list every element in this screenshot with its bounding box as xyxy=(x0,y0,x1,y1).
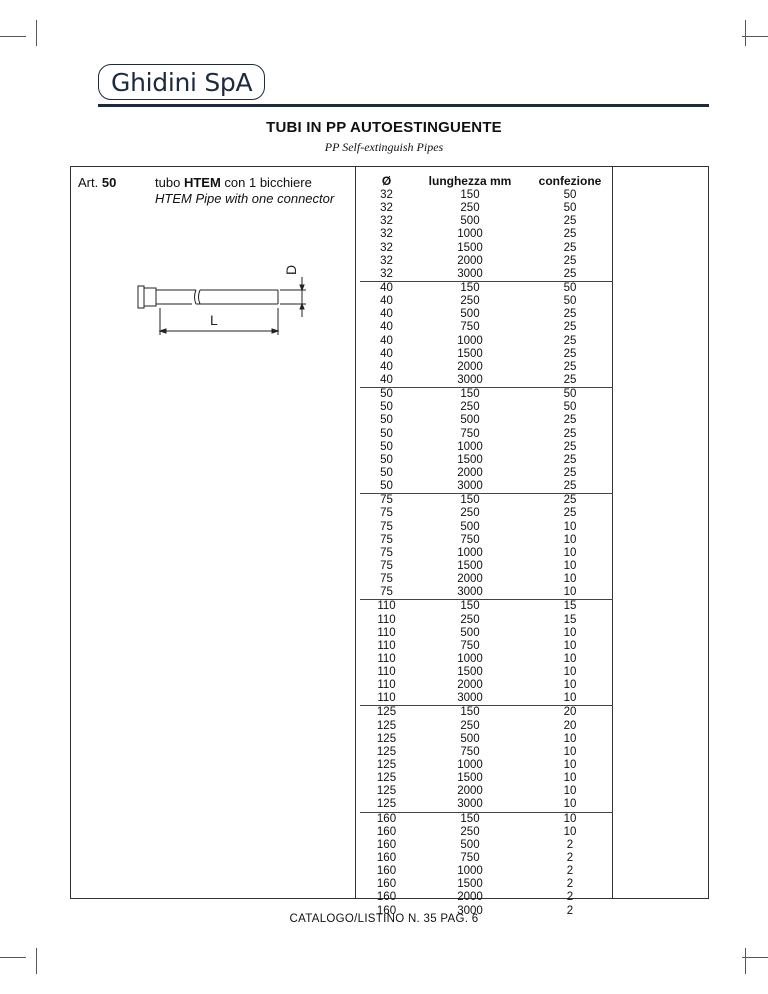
table-row xyxy=(360,348,613,361)
table-row xyxy=(360,746,613,759)
table-row xyxy=(360,189,613,202)
cell-diameter: 40 xyxy=(380,321,393,334)
cell-length: 150 xyxy=(460,388,480,401)
cell-length: 1000 xyxy=(457,546,483,559)
table-row xyxy=(360,720,613,733)
cell-package: 10 xyxy=(563,626,577,639)
cell-diameter: 110 xyxy=(377,652,396,665)
cell-diameter: 110 xyxy=(377,692,396,705)
cell-package: 10 xyxy=(563,559,577,572)
table-row xyxy=(360,878,613,891)
cell-diameter: 40 xyxy=(380,334,393,347)
table-row xyxy=(360,573,613,586)
cell-diameter: 75 xyxy=(380,507,393,520)
cell-diameter: 32 xyxy=(380,215,393,228)
cell-length: 1500 xyxy=(457,666,483,679)
cell-length: 2000 xyxy=(457,785,483,798)
desc-it-bold: HTEM xyxy=(183,175,221,190)
cell-length: 1500 xyxy=(457,453,483,466)
cell-package: 10 xyxy=(563,692,577,705)
cell-length: 500 xyxy=(460,838,480,851)
cell-diameter: 50 xyxy=(380,440,393,453)
cell-diameter: 50 xyxy=(380,401,393,414)
cell-package: 25 xyxy=(563,347,577,360)
table-row xyxy=(360,852,613,865)
cell-package: 10 xyxy=(563,639,577,652)
cell-package: 15 xyxy=(563,613,577,626)
cell-diameter: 40 xyxy=(380,281,393,294)
cell-diameter: 32 xyxy=(380,267,393,280)
header-package: confezione xyxy=(538,174,602,188)
cell-length: 3000 xyxy=(457,373,483,386)
cell-package: 10 xyxy=(563,759,577,772)
table-row xyxy=(360,547,613,560)
table-row xyxy=(360,335,613,348)
cell-diameter: 160 xyxy=(376,904,397,917)
table-row xyxy=(360,772,613,785)
table-row xyxy=(360,507,613,520)
article-label xyxy=(78,175,116,190)
crop-mark xyxy=(36,20,37,46)
crop-mark xyxy=(742,36,768,37)
cell-diameter: 160 xyxy=(376,825,397,838)
cell-length: 1000 xyxy=(457,334,483,347)
cell-package: 10 xyxy=(563,666,577,679)
table-row xyxy=(360,560,613,573)
table-row xyxy=(360,374,613,388)
cell-package: 10 xyxy=(563,825,577,838)
cell-package: 25 xyxy=(563,427,577,440)
cell-package: 10 xyxy=(563,546,577,559)
product-rows xyxy=(360,189,613,918)
table-row xyxy=(360,295,613,308)
cell-package: 25 xyxy=(563,215,577,228)
cell-length: 1000 xyxy=(457,652,483,665)
header-rule xyxy=(98,104,709,107)
article-prefix: Art. xyxy=(78,175,99,190)
cell-length: 1000 xyxy=(457,440,483,453)
cell-length: 1500 xyxy=(457,878,483,891)
table-row xyxy=(360,759,613,772)
desc-it-post: con 1 bicchiere xyxy=(224,175,312,190)
table-row xyxy=(360,521,613,534)
cell-diameter: 75 xyxy=(380,559,393,572)
desc-it-pre: tubo xyxy=(155,175,181,190)
cell-length: 500 xyxy=(460,215,480,228)
table-row xyxy=(360,428,613,441)
cell-length: 250 xyxy=(460,401,480,414)
cell-diameter: 50 xyxy=(380,453,393,466)
table-row xyxy=(360,785,613,798)
article-description xyxy=(155,175,334,207)
cell-length: 2000 xyxy=(457,360,483,373)
cell-package: 50 xyxy=(563,281,577,294)
table-row xyxy=(360,813,613,826)
cell-length: 3000 xyxy=(457,267,483,280)
column-divider xyxy=(355,166,356,899)
page-subtitle: PP Self-extinguish Pipes xyxy=(324,140,444,154)
cell-diameter: 75 xyxy=(380,494,393,507)
table-row xyxy=(360,826,613,839)
table-row xyxy=(360,627,613,640)
table-row xyxy=(360,228,613,241)
cell-diameter: 75 xyxy=(380,520,393,533)
table-row xyxy=(360,586,613,600)
company-logo: Ghidini SpA xyxy=(98,64,265,100)
table-row xyxy=(360,653,613,666)
cell-package: 2 xyxy=(566,852,574,865)
cell-diameter: 50 xyxy=(380,414,393,427)
cell-diameter: 110 xyxy=(377,639,396,652)
table-row xyxy=(360,733,613,746)
cell-package: 50 xyxy=(563,388,577,401)
cell-length: 250 xyxy=(460,719,480,732)
cell-length: 750 xyxy=(460,745,480,758)
cell-package: 10 xyxy=(563,812,577,825)
cell-diameter: 125 xyxy=(376,772,397,785)
cell-length: 750 xyxy=(460,533,480,546)
header-diameter: Ø xyxy=(381,174,392,188)
cell-length: 1000 xyxy=(457,228,483,241)
cell-diameter: 50 xyxy=(380,466,393,479)
crop-mark xyxy=(36,948,37,974)
cell-diameter: 125 xyxy=(376,759,397,772)
cell-diameter: 40 xyxy=(380,347,393,360)
cell-diameter: 110 xyxy=(377,679,396,692)
cell-length: 1500 xyxy=(457,772,483,785)
cell-length: 150 xyxy=(460,189,480,201)
table-row xyxy=(360,282,613,295)
cell-package: 25 xyxy=(563,254,577,267)
cell-package: 25 xyxy=(563,321,577,334)
cell-diameter: 50 xyxy=(380,388,393,401)
cell-length: 3000 xyxy=(457,586,483,599)
cell-length: 150 xyxy=(460,281,480,294)
cell-package: 25 xyxy=(563,334,577,347)
table-row xyxy=(360,865,613,878)
table-row xyxy=(360,839,613,852)
header-length: lunghezza mm xyxy=(428,174,512,188)
cell-diameter: 110 xyxy=(377,666,396,679)
cell-length: 250 xyxy=(460,202,480,215)
cell-package: 20 xyxy=(563,706,577,719)
cell-package: 50 xyxy=(563,295,577,308)
cell-diameter: 32 xyxy=(380,241,393,254)
cell-length: 1000 xyxy=(457,759,483,772)
cell-package: 25 xyxy=(563,494,577,507)
table-row xyxy=(360,480,613,494)
cell-package: 25 xyxy=(563,267,577,280)
cell-length: 1500 xyxy=(457,347,483,360)
cell-diameter: 40 xyxy=(380,373,393,386)
cell-length: 2000 xyxy=(457,466,483,479)
cell-length: 1000 xyxy=(457,865,483,878)
cell-diameter: 125 xyxy=(376,706,397,719)
table-row xyxy=(360,414,613,427)
cell-diameter: 110 xyxy=(377,613,396,626)
cell-package: 25 xyxy=(563,466,577,479)
cell-diameter: 32 xyxy=(380,254,393,267)
cell-length: 3000 xyxy=(457,904,483,917)
table-row xyxy=(360,401,613,414)
cell-length: 750 xyxy=(460,427,480,440)
cell-length: 2000 xyxy=(457,679,483,692)
cell-diameter: 125 xyxy=(376,719,397,732)
table-row xyxy=(360,706,613,719)
cell-package: 10 xyxy=(563,785,577,798)
table-row xyxy=(360,467,613,480)
cell-package: 10 xyxy=(563,772,577,785)
table-row xyxy=(360,600,613,613)
table-row xyxy=(360,242,613,255)
cell-length: 3000 xyxy=(457,692,483,705)
table-row xyxy=(360,666,613,679)
crop-mark xyxy=(745,948,746,974)
cell-length: 150 xyxy=(460,494,480,507)
cell-diameter: 125 xyxy=(376,785,397,798)
cell-length: 250 xyxy=(460,613,480,626)
cell-length: 150 xyxy=(460,706,480,719)
length-label: L xyxy=(210,312,218,328)
cell-diameter: 50 xyxy=(380,480,393,493)
table-row xyxy=(360,215,613,228)
cell-length: 750 xyxy=(460,321,480,334)
cell-package: 20 xyxy=(563,719,577,732)
cell-package: 25 xyxy=(563,373,577,386)
cell-diameter: 75 xyxy=(380,586,393,599)
cell-package: 10 xyxy=(563,652,577,665)
cell-diameter: 110 xyxy=(377,626,396,639)
cell-length: 750 xyxy=(460,639,480,652)
cell-diameter: 75 xyxy=(380,573,393,586)
cell-package: 25 xyxy=(563,308,577,321)
cell-length: 500 xyxy=(460,414,480,427)
cell-package: 10 xyxy=(563,732,577,745)
diameter-label: D xyxy=(283,264,299,275)
crop-mark xyxy=(0,957,26,958)
cell-diameter: 40 xyxy=(380,360,393,373)
page-title: TUBI IN PP AUTOESTINGUENTE xyxy=(266,119,502,136)
cell-diameter: 50 xyxy=(380,427,393,440)
cell-length: 150 xyxy=(460,812,480,825)
table-row xyxy=(360,321,613,334)
description-italian xyxy=(155,175,334,191)
cell-length: 2000 xyxy=(457,573,483,586)
cell-package: 10 xyxy=(563,679,577,692)
cell-package: 25 xyxy=(563,414,577,427)
cell-diameter: 32 xyxy=(380,189,393,201)
cell-package: 2 xyxy=(566,865,574,878)
cell-package: 25 xyxy=(563,241,577,254)
table-row xyxy=(360,441,613,454)
table-row xyxy=(360,494,613,507)
crop-mark xyxy=(0,36,26,37)
cell-length: 1500 xyxy=(457,559,483,572)
page-footer: CATALOGO/LISTINO N. 35 PAG. 6 xyxy=(289,913,479,925)
cell-package: 25 xyxy=(563,360,577,373)
table-row xyxy=(360,255,613,268)
cell-package: 2 xyxy=(566,904,574,917)
cell-length: 250 xyxy=(460,825,480,838)
cell-package: 2 xyxy=(566,891,574,904)
table-row xyxy=(360,361,613,374)
cell-length: 500 xyxy=(460,520,480,533)
cell-diameter: 32 xyxy=(380,228,393,241)
article-number: 50 xyxy=(101,175,117,190)
description-english: HTEM Pipe with one connector xyxy=(155,191,335,206)
cell-length: 3000 xyxy=(457,798,483,811)
cell-package: 10 xyxy=(563,798,577,811)
cell-length: 2000 xyxy=(457,254,483,267)
table-row xyxy=(360,640,613,653)
cell-length: 500 xyxy=(460,626,480,639)
table-row xyxy=(360,679,613,692)
cell-diameter: 40 xyxy=(380,308,393,321)
cell-package: 25 xyxy=(563,440,577,453)
cell-length: 250 xyxy=(460,507,480,520)
cell-package: 50 xyxy=(563,202,577,215)
cell-diameter: 75 xyxy=(380,546,393,559)
crop-mark xyxy=(742,957,768,958)
cell-package: 10 xyxy=(563,573,577,586)
cell-length: 750 xyxy=(460,852,480,865)
cell-length: 500 xyxy=(460,308,480,321)
cell-length: 3000 xyxy=(457,480,483,493)
cell-diameter: 125 xyxy=(376,798,397,811)
crop-mark xyxy=(745,20,746,46)
cell-diameter: 110 xyxy=(377,600,396,613)
cell-diameter: 125 xyxy=(376,745,397,758)
cell-diameter: 32 xyxy=(380,202,393,215)
cell-diameter: 160 xyxy=(376,865,397,878)
pipe-drawing xyxy=(130,255,315,345)
cell-diameter: 160 xyxy=(376,812,397,825)
cell-length: 250 xyxy=(460,295,480,308)
cell-diameter: 160 xyxy=(376,838,397,851)
cell-diameter: 160 xyxy=(376,878,397,891)
cell-package: 10 xyxy=(563,745,577,758)
cell-package: 25 xyxy=(563,480,577,493)
table-row xyxy=(360,202,613,215)
cell-package: 25 xyxy=(563,453,577,466)
table-row xyxy=(360,268,613,282)
table-row xyxy=(360,798,613,812)
table-row xyxy=(360,614,613,627)
cell-diameter: 160 xyxy=(376,852,397,865)
cell-length: 1500 xyxy=(457,241,483,254)
cell-package: 25 xyxy=(563,507,577,520)
table-row xyxy=(360,388,613,401)
cell-length: 500 xyxy=(460,732,480,745)
cell-package: 10 xyxy=(563,520,577,533)
cell-package: 50 xyxy=(563,401,577,414)
cell-diameter: 40 xyxy=(380,295,393,308)
cell-length: 2000 xyxy=(457,891,483,904)
cell-package: 10 xyxy=(563,533,577,546)
cell-diameter: 160 xyxy=(376,891,397,904)
table-row xyxy=(360,692,613,706)
cell-package: 15 xyxy=(563,600,577,613)
cell-package: 2 xyxy=(566,878,574,891)
cell-package: 10 xyxy=(563,586,577,599)
table-row xyxy=(360,308,613,321)
table-row xyxy=(360,891,613,904)
cell-length: 150 xyxy=(460,600,480,613)
table-row xyxy=(360,454,613,467)
cell-package: 25 xyxy=(563,228,577,241)
table-row xyxy=(360,534,613,547)
cell-diameter: 75 xyxy=(380,533,393,546)
cell-package: 50 xyxy=(563,189,577,201)
cell-package: 2 xyxy=(566,838,574,851)
cell-diameter: 125 xyxy=(376,732,397,745)
